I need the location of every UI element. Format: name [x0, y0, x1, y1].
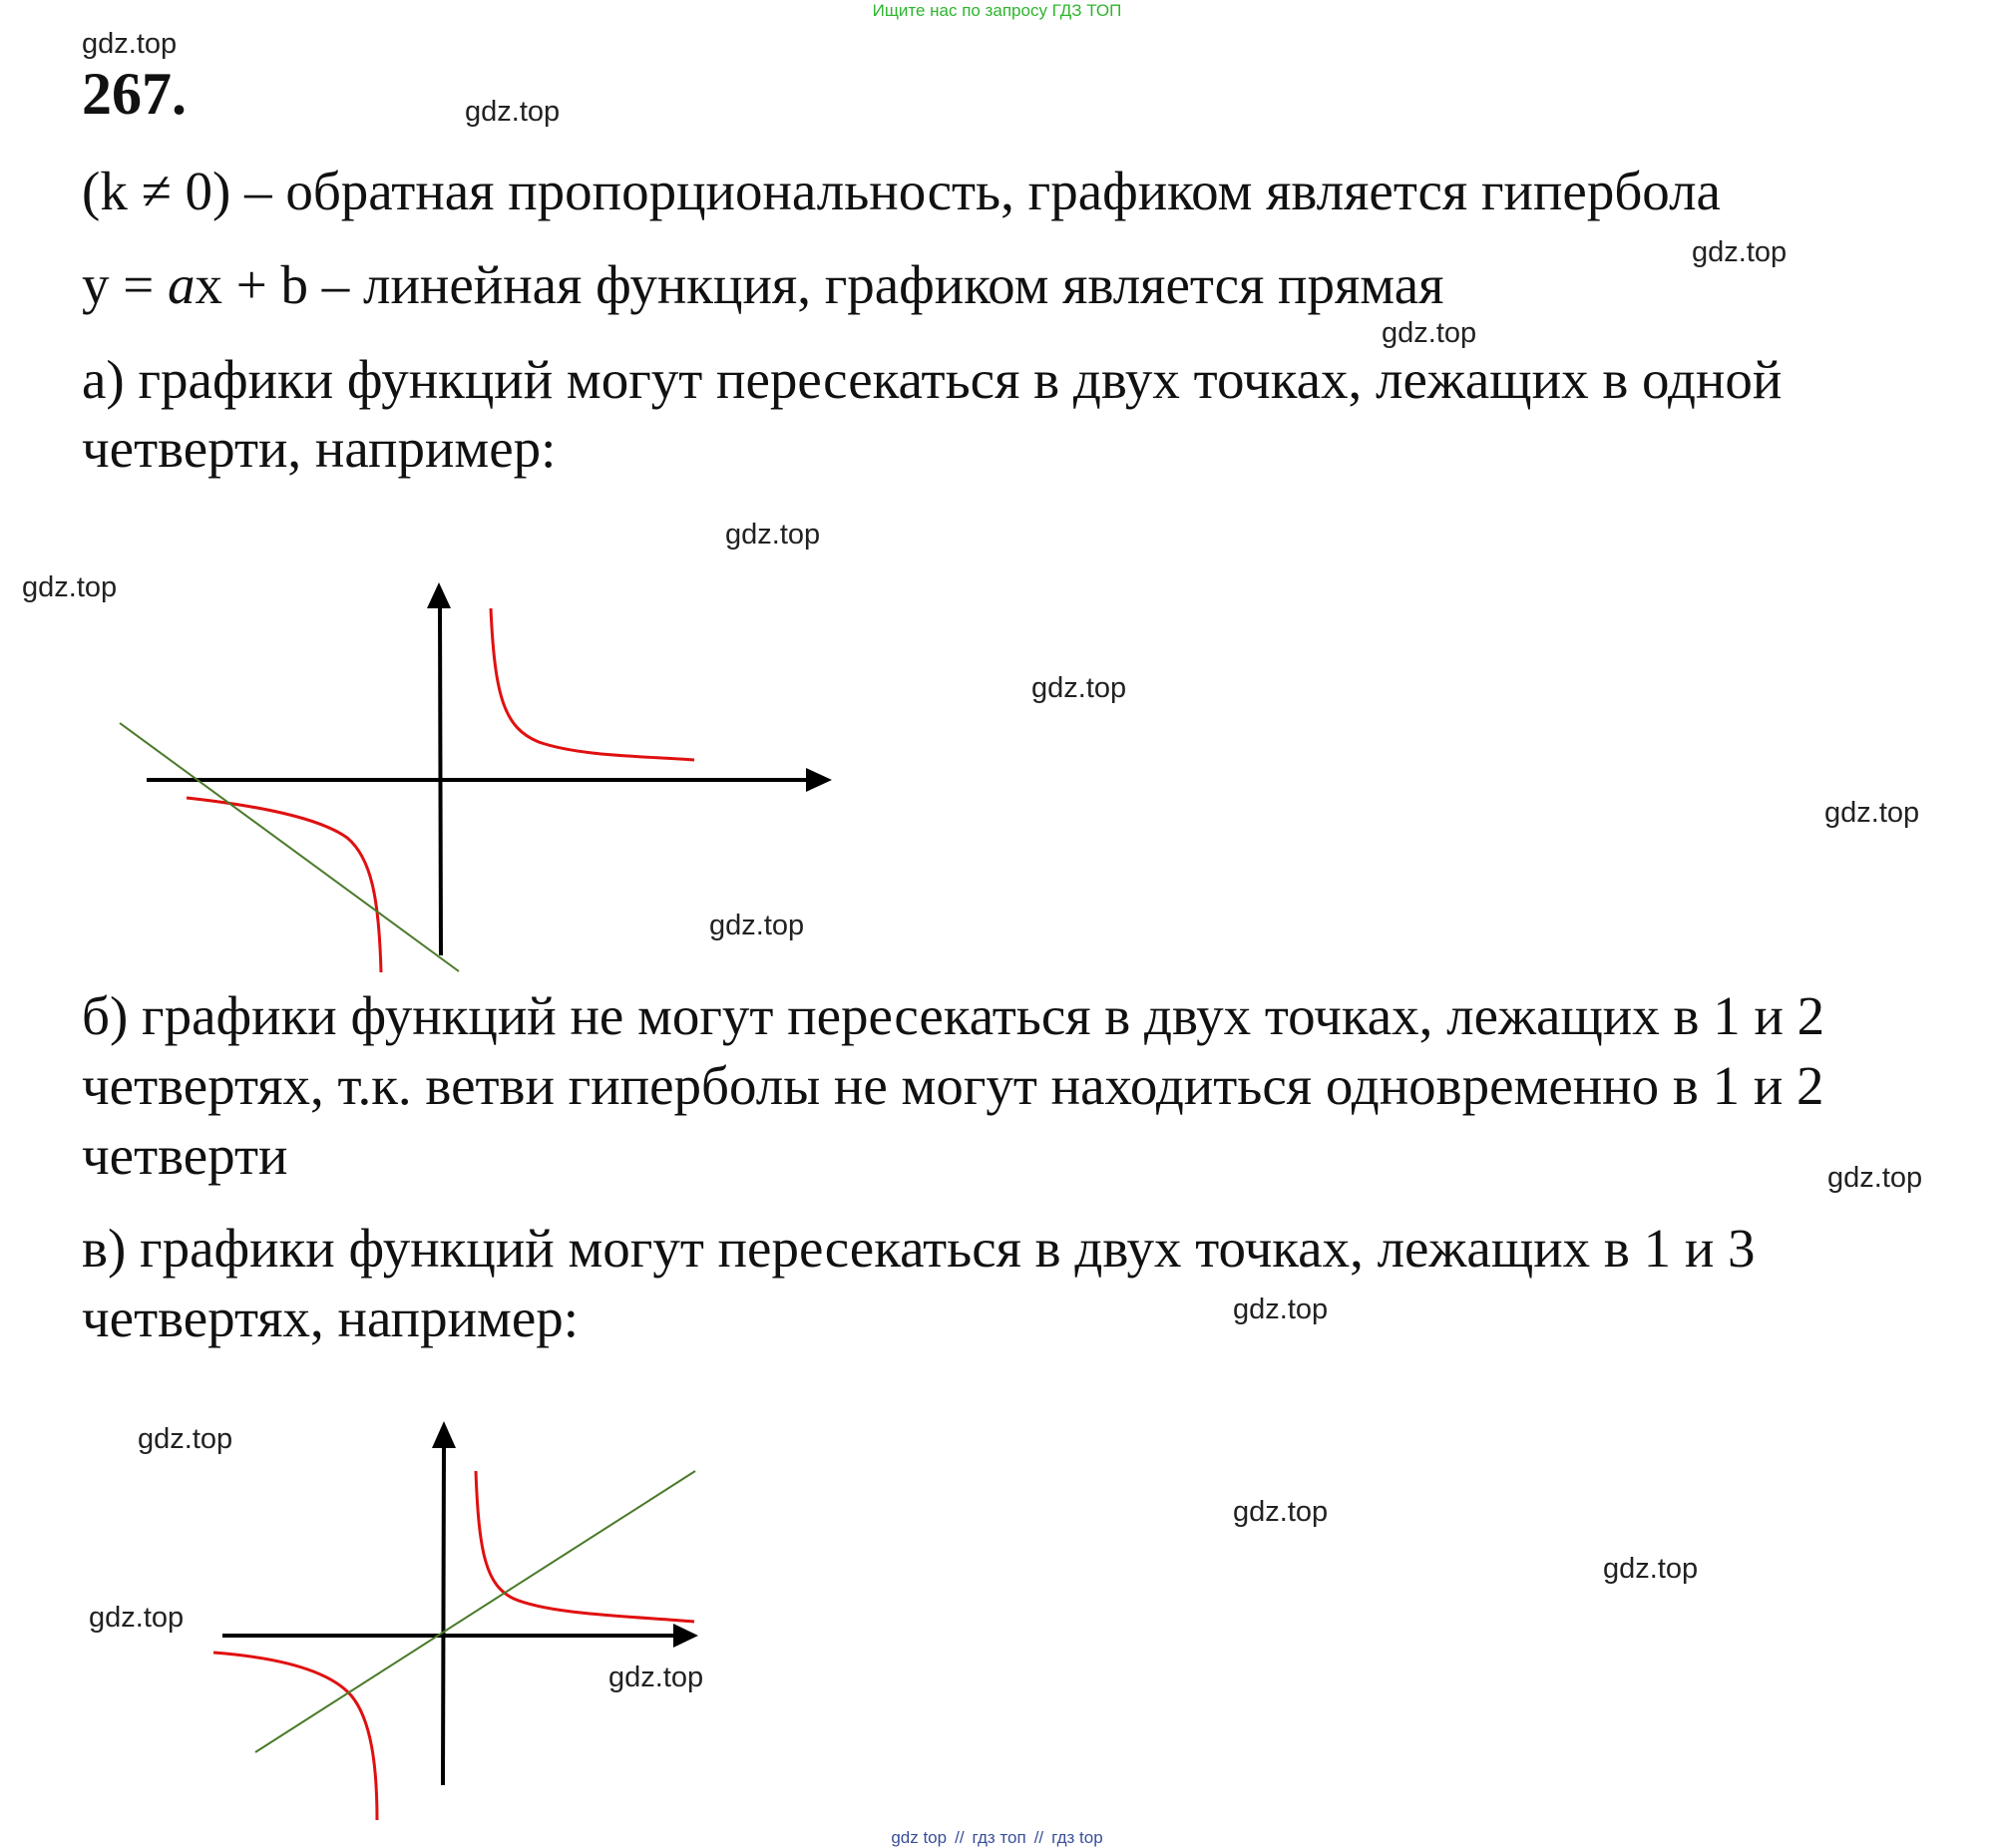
watermark: gdz.top: [1827, 1162, 1923, 1194]
top-banner: Ищите нас по запросу ГДЗ ТОП: [872, 1, 1122, 20]
footer-link-gdz-top-ru[interactable]: гдз топ: [972, 1828, 1026, 1847]
problem-number: 267.: [82, 61, 187, 127]
footer-link-gdz-top-mixed[interactable]: гдз top: [1051, 1828, 1103, 1847]
text-line-7: четверти: [82, 1125, 288, 1186]
footer-separator: //: [1033, 1828, 1044, 1847]
text-line-2-end: x + b – линейная функция, графиком является прямая: [195, 254, 1444, 315]
watermark: gdz.top: [725, 519, 821, 551]
watermark: gdz.top: [608, 1662, 704, 1693]
text-line-4: четверти, например:: [82, 418, 557, 479]
footer-link-gdz-top[interactable]: gdz top: [891, 1828, 948, 1847]
graph-b-y-arrow-icon: [432, 1421, 456, 1448]
text-line-9: четвертях, например:: [82, 1288, 580, 1348]
watermark: gdz.top: [1233, 1294, 1329, 1325]
footer-separator: //: [955, 1828, 965, 1847]
text-line-5: б) графики функций не могут пересекаться в двух точках, лежащих в 1 и 2: [82, 985, 1825, 1046]
watermark: gdz.top: [1824, 797, 1920, 829]
text-line-2-start: y =: [82, 254, 169, 315]
footer-links: [0, 1828, 1994, 1848]
graph-b-hyperbola-branch-3: [213, 1653, 377, 1820]
watermark: gdz.top: [465, 96, 561, 128]
watermark: gdz.top: [1382, 317, 1477, 349]
watermark: gdz.top: [1233, 1496, 1329, 1528]
watermark: gdz.top: [89, 1602, 185, 1634]
watermark: gdz.top: [22, 571, 118, 603]
text-line-6: четвертях, т.к. ветви гиперболы не могут находиться одновременно в 1 и 2: [82, 1055, 1824, 1116]
watermark: gdz.top: [82, 28, 178, 60]
watermark: gdz.top: [1603, 1553, 1699, 1585]
text-line-8: в) графики функций могут пересекаться в двух точках, лежащих в 1 и 3: [82, 1218, 1756, 1279]
watermark: gdz.top: [1692, 236, 1788, 268]
text-line-1: (k ≠ 0) – обратная пропорциональность, графиком является гипербола: [82, 161, 1721, 221]
graph-b-x-arrow-icon: [673, 1624, 698, 1648]
graph-b-straight-line: [255, 1471, 695, 1752]
watermark: gdz.top: [1031, 672, 1127, 704]
text-line-3: а) графики функций могут пересекаться в двух точках, лежащих в одной: [82, 349, 1783, 410]
graph-b-y-axis: [443, 1446, 444, 1785]
watermark: gdz.top: [138, 1423, 233, 1455]
watermark: gdz.top: [709, 910, 805, 941]
text-line-2-var: a: [168, 254, 196, 315]
